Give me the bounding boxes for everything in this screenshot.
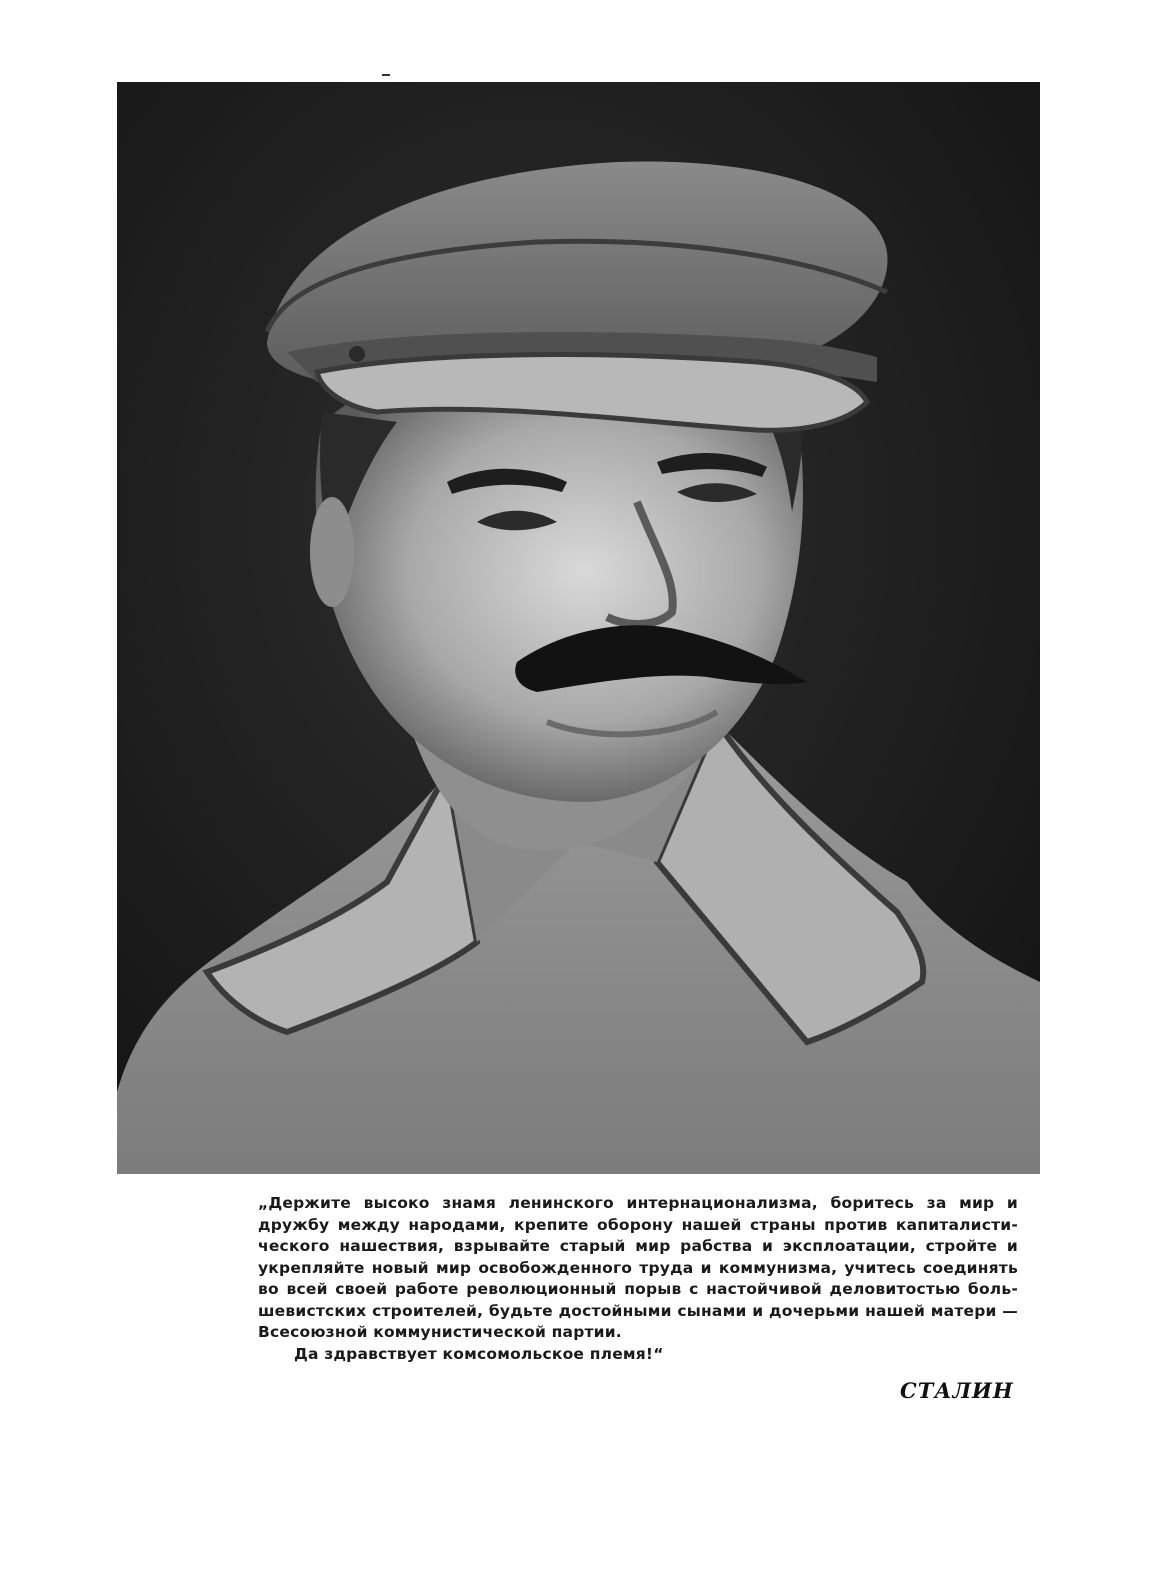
quote-line: укрепляйте новый мир освобожденного труда и коммунизма, учитесь соединять: [258, 1258, 1018, 1277]
portrait-photo: [117, 82, 1040, 1174]
quote-line: шевистских строителей, будьте достойными сынами и дочерьми нашей матери —: [258, 1301, 1018, 1320]
quote-line: „Держите высоко знамя ленинского интернационализма, боритесь за мир и: [258, 1194, 1018, 1212]
quote-line: Всесоюзной коммунистической партии.: [258, 1323, 622, 1341]
quote-text: [258, 1193, 1018, 1365]
ear: [310, 497, 354, 607]
quote-line: ческого нашествия, взрывайте старый мир рабства и эксплоатации, стройте и: [258, 1237, 1018, 1255]
print-mark: [382, 74, 390, 76]
portrait-photo-icon: [117, 82, 1040, 1174]
quote-line: во всей своей работе революционный порыв с настойчивой деловитостью боль-: [258, 1280, 1018, 1298]
quote-line: дружбу между народами, крепите оборону нашей страны против капиталисти-: [258, 1215, 1018, 1234]
signature: СТАЛИН: [900, 1378, 1014, 1403]
cap-button: [349, 346, 365, 362]
quote-closing-line: Да здравствует комсомольское племя!“: [294, 1344, 664, 1363]
